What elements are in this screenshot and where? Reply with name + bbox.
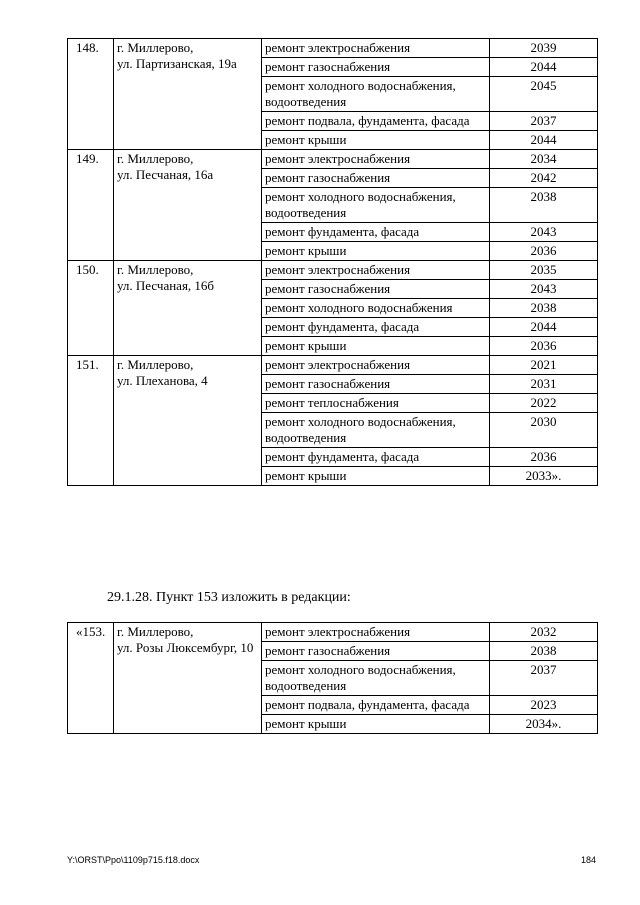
planned-year: 2036 [490,337,598,356]
planned-year: 2030 [490,413,598,448]
work-type: ремонт фундамента, фасада [262,223,490,242]
address-city: г. Миллерово, [117,262,194,277]
table-row [68,39,598,58]
planned-year: 2038 [490,188,598,223]
planned-year: 2042 [490,169,598,188]
repair-schedule-table [67,38,598,486]
work-type: ремонт фундамента, фасада [262,448,490,467]
table-row [68,150,598,169]
work-type: ремонт крыши [262,131,490,150]
planned-year: 2044 [490,318,598,337]
work-type: ремонт холодного водоснабжения, водоотведения [262,188,490,223]
planned-year: 2034». [490,715,598,734]
address-street: ул. Розы Люксембург, 10 [117,640,254,655]
planned-year: 2045 [490,77,598,112]
item-number: 150. [68,261,114,356]
planned-year: 2038 [490,299,598,318]
item-number: 151. [68,356,114,486]
planned-year: 2022 [490,394,598,413]
planned-year: 2044 [490,131,598,150]
address-street: ул. Песчаная, 16б [117,278,215,293]
work-type: ремонт холодного водоснабжения [262,299,490,318]
work-type: ремонт электроснабжения [262,261,490,280]
work-type: ремонт газоснабжения [262,58,490,77]
address-city: г. Миллерово, [117,40,194,55]
work-type: ремонт газоснабжения [262,642,490,661]
planned-year: 2036 [490,448,598,467]
address-cell [114,150,262,261]
planned-year: 2021 [490,356,598,375]
work-type: ремонт электроснабжения [262,39,490,58]
amended-item-table [67,622,598,734]
item-number: «153. [68,623,114,734]
planned-year: 2038 [490,642,598,661]
work-type: ремонт крыши [262,467,490,486]
work-type: ремонт крыши [262,715,490,734]
address-street: ул. Плеханова, 4 [117,373,208,388]
footer-file-path: Y:\ORST\Ppo\1109p715.f18.docx [67,855,200,865]
address-city: г. Миллерово, [117,151,194,166]
work-type: ремонт электроснабжения [262,150,490,169]
planned-year: 2035 [490,261,598,280]
amendment-paragraph: 29.1.28. Пункт 153 изложить в редакции: [107,590,351,605]
work-type: ремонт газоснабжения [262,280,490,299]
work-type: ремонт электроснабжения [262,356,490,375]
planned-year: 2043 [490,280,598,299]
work-type: ремонт подвала, фундамента, фасада [262,696,490,715]
table-body [68,39,598,486]
address-cell [114,623,262,734]
table-body [68,623,598,734]
table-row [68,261,598,280]
planned-year: 2039 [490,39,598,58]
planned-year: 2037 [490,661,598,696]
planned-year: 2037 [490,112,598,131]
work-type: ремонт крыши [262,242,490,261]
planned-year: 2043 [490,223,598,242]
work-type: ремонт подвала, фундамента, фасада [262,112,490,131]
work-type: ремонт теплоснабжения [262,394,490,413]
address-cell [114,39,262,150]
planned-year: 2036 [490,242,598,261]
planned-year: 2044 [490,58,598,77]
address-city: г. Миллерово, [117,624,194,639]
address-street: ул. Песчаная, 16а [117,167,214,182]
table-row [68,356,598,375]
item-number: 148. [68,39,114,150]
table-row [68,623,598,642]
planned-year: 2033». [490,467,598,486]
work-type: ремонт холодного водоснабжения, водоотведения [262,413,490,448]
address-street: ул. Партизанская, 19а [117,56,237,71]
address-cell [114,261,262,356]
planned-year: 2032 [490,623,598,642]
work-type: ремонт газоснабжения [262,375,490,394]
work-type: ремонт электроснабжения [262,623,490,642]
work-type: ремонт крыши [262,337,490,356]
planned-year: 2023 [490,696,598,715]
work-type: ремонт холодного водоснабжения, водоотведения [262,661,490,696]
planned-year: 2034 [490,150,598,169]
address-cell [114,356,262,486]
planned-year: 2031 [490,375,598,394]
item-number: 149. [68,150,114,261]
work-type: ремонт фундамента, фасада [262,318,490,337]
page-number: 184 [580,855,596,865]
work-type: ремонт газоснабжения [262,169,490,188]
address-city: г. Миллерово, [117,357,194,372]
work-type: ремонт холодного водоснабжения, водоотведения [262,77,490,112]
